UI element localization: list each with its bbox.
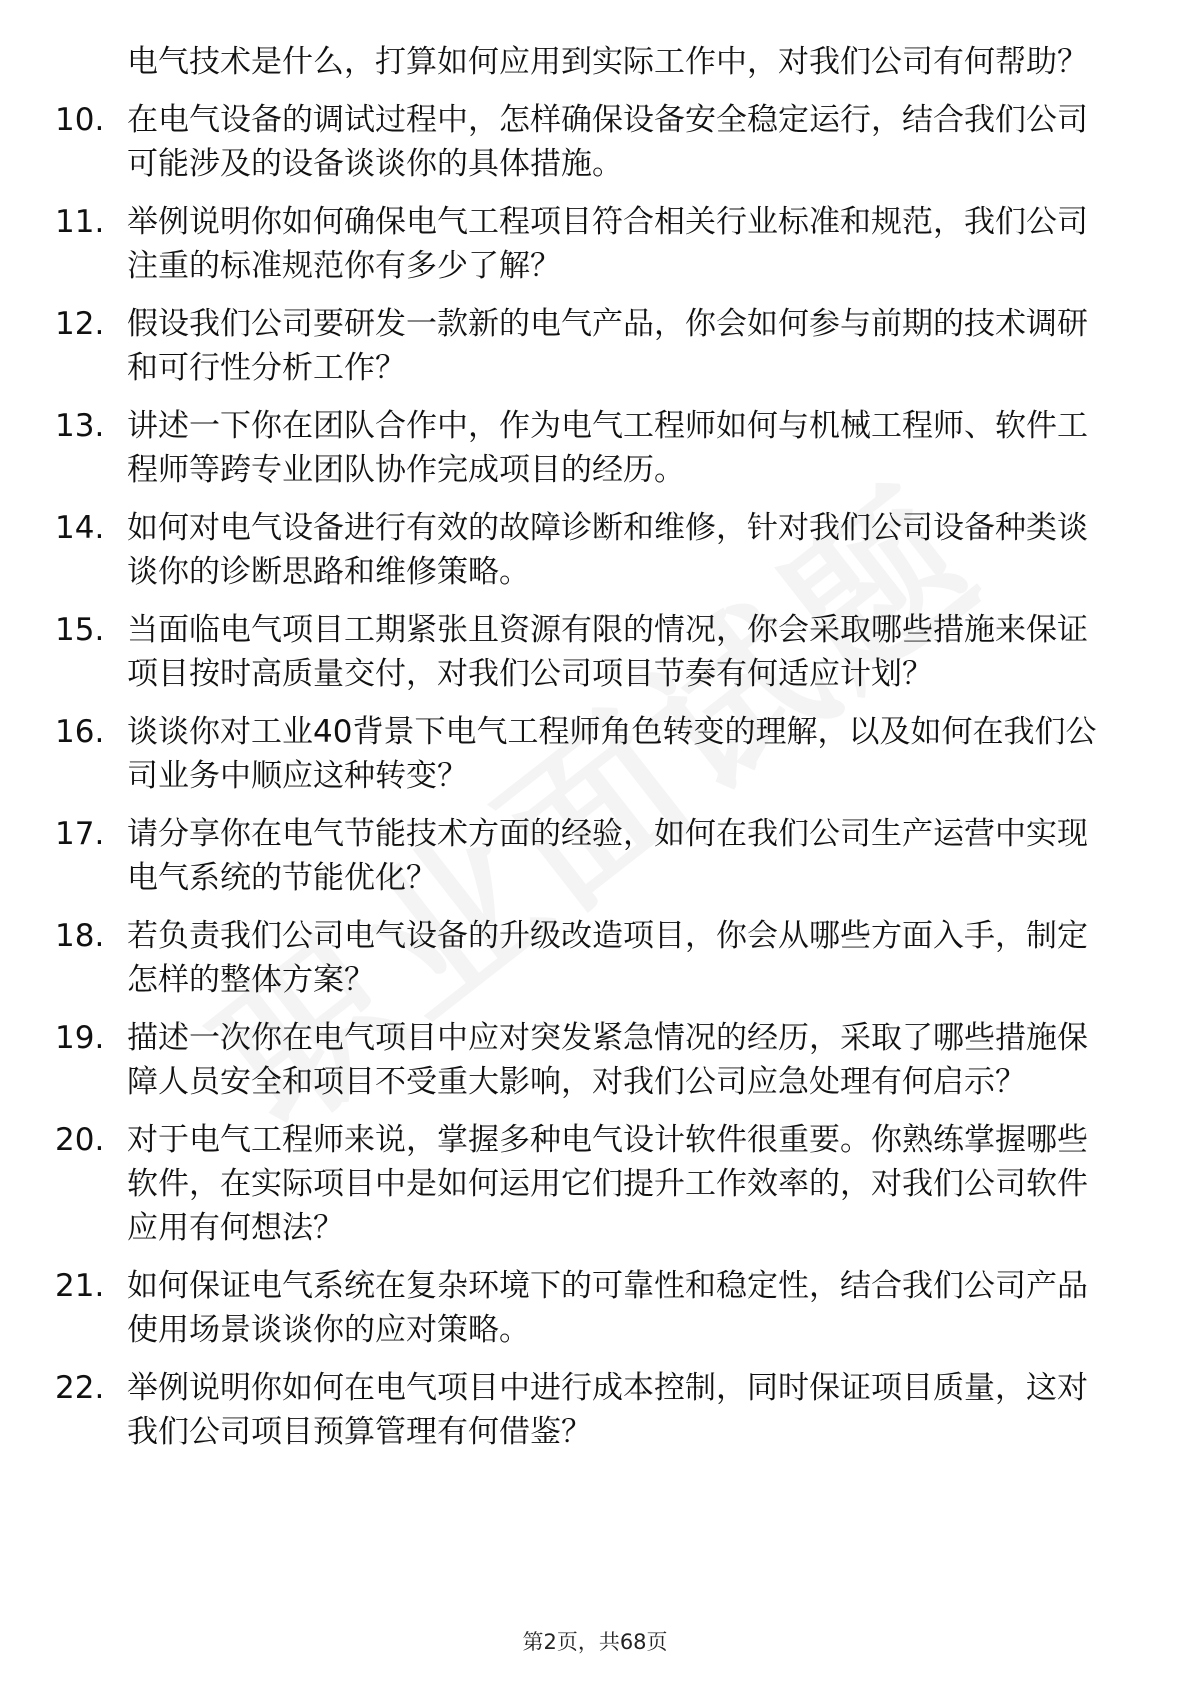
list-item [55,1264,1115,1352]
list-item [55,1016,1115,1104]
item-text: 描述一次你在电气项目中应对突发紧急情况的经历，采取了哪些措施保障人员安全和项目不受重大影响，对我们公司应急处理有何启示？ [127,1020,1088,1100]
item-number: 20. [55,1122,105,1158]
item-text: 若负责我们公司电气设备的升级改造项目，你会从哪些方面入手，制定怎样的整体方案？ [127,918,1088,998]
item-text: 请分享你在电气节能技术方面的经验，如何在我们公司生产运营中实现电气系统的节能优化？ [127,816,1088,896]
list-item [55,404,1115,492]
list-item [55,608,1115,696]
list-item [55,710,1115,798]
list-item [55,812,1115,900]
list-item [55,302,1115,390]
list-item [55,1118,1115,1250]
item-number: 11. [55,204,105,240]
item-text: 讲述一下你在团队合作中，作为电气工程师如何与机械工程师、软件工程师等跨专业团队协作完成项目的经历。 [127,408,1088,488]
list-item [55,506,1115,594]
item-text: 举例说明你如何在电气项目中进行成本控制，同时保证项目质量，这对我们公司项目预算管理有何借鉴？ [127,1370,1088,1450]
item-number: 13. [55,408,105,444]
item-number: 15. [55,612,105,648]
item-number: 18. [55,918,105,954]
list-item [55,98,1115,186]
list-item [55,1366,1115,1454]
item-number: 16. [55,714,105,750]
item-number: 21. [55,1268,105,1304]
item-text: 在电气设备的调试过程中，怎样确保设备安全稳定运行，结合我们公司可能涉及的设备谈谈你的具体措施。 [127,102,1088,182]
item-text: 对于电气工程师来说，掌握多种电气设计软件很重要。你熟练掌握哪些软件，在实际项目中是如何运用它们提升工作效率的，对我们公司软件应用有何想法？ [127,1122,1088,1246]
item-number: 22. [55,1370,105,1406]
item-number: 19. [55,1020,105,1056]
item-text: 当面临电气项目工期紧张且资源有限的情况，你会采取哪些措施来保证项目按时高质量交付，对我们公司项目节奏有何适应计划？ [127,612,1088,692]
list-item [55,200,1115,288]
item-number: 14. [55,510,105,546]
item-number: 10. [55,102,105,138]
list-item-continuation [55,40,1115,84]
item-text: 电气技术是什么，打算如何应用到实际工作中，对我们公司有何帮助？ [127,44,1088,80]
item-text: 举例说明你如何确保电气工程项目符合相关行业标准和规范，我们公司注重的标准规范你有多少了解？ [127,204,1088,284]
item-text: 如何保证电气系统在复杂环境下的可靠性和稳定性，结合我们公司产品使用场景谈谈你的应对策略。 [127,1268,1088,1348]
item-text: 谈谈你对工业40背景下电气工程师角色转变的理解，以及如何在我们公司业务中顺应这种转变？ [127,714,1097,794]
item-number: 17. [55,816,105,852]
item-text: 假设我们公司要研发一款新的电气产品，你会如何参与前期的技术调研和可行性分析工作？ [127,306,1088,386]
page-footer: 第2页，共68页 [522,1630,668,1654]
list-item [55,914,1115,1002]
question-list [55,40,1115,1468]
item-text: 如何对电气设备进行有效的故障诊断和维修，针对我们公司设备种类谈谈你的诊断思路和维修策略。 [127,510,1088,590]
item-number: 12. [55,306,105,342]
